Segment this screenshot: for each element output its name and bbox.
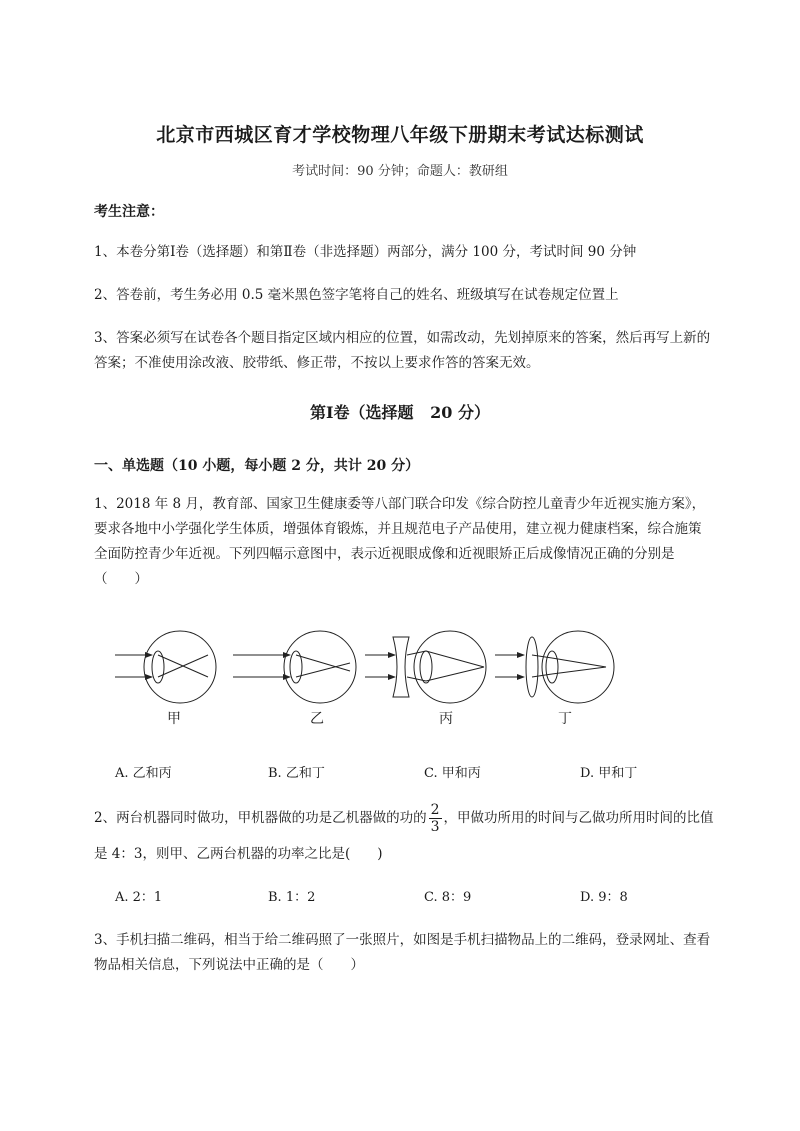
q2-fraction — [429, 802, 442, 835]
q2-option-d[interactable]: D. 9：8 — [580, 890, 628, 905]
figure-label-ding: 丁 — [558, 711, 572, 727]
eye-diagram-jia — [115, 631, 216, 703]
q2-option-b[interactable]: B. 1：2 — [268, 890, 316, 905]
notice-item-1: 1、本卷分第Ⅰ卷（选择题）和第Ⅱ卷（非选择题）两部分，满分 100 分，考试时间 90 分钟 — [94, 244, 637, 260]
q2-fraction-denominator: 3 — [430, 819, 440, 835]
q2-text-before: 2、两台机器同时做功，甲机器做的功是乙机器做的功的 — [94, 810, 427, 826]
eye-diagram-ding — [495, 631, 614, 703]
question-1-text: 1、2018 年 8 月，教育部、国家卫生健康委等八部门联合印发《综合防控儿童青少年近视实施方案》，要求各地中小学强化学生体质，增强体育锻炼，并且规范电子产品使用，建立视力健康档案，综合施策全面防控青少年近视。下列四幅示意图中，表示近视眼成像和近视眼矫正后成像情况正确的分别是（ ） — [94, 496, 706, 587]
q2-option-a[interactable]: A. 2：1 — [115, 890, 163, 905]
q1-option-a[interactable]: A. 乙和丙 — [115, 766, 172, 781]
q1-option-d[interactable]: D. 甲和丁 — [580, 766, 638, 781]
q1-option-b[interactable]: B. 乙和丁 — [268, 766, 325, 781]
notice-item-2: 2、答卷前，考生务必用 0.5 毫米黑色签字笔将自己的姓名、班级填写在试卷规定位置上 — [94, 287, 619, 303]
question-3-text: 3、手机扫描二维码，相当于给二维码照了一张照片，如图是手机扫描物品上的二维码，登录网址、查看物品相关信息，下列说法中正确的是（ ） — [94, 932, 711, 973]
figure-label-jia: 甲 — [167, 711, 181, 727]
q2-text-after: ，甲做功所用的时间与乙做功所用时间的比值是 4：3，则甲、乙两台机器的功率之比是( ) — [94, 810, 714, 862]
exam-subtitle: 考试时间：90 分钟；命题人：教研组 — [292, 164, 508, 179]
eye-diagram-yi — [233, 631, 356, 703]
q1-option-c[interactable]: C. 甲和丙 — [424, 766, 481, 781]
figure-label-yi: 乙 — [310, 711, 324, 727]
q2-fraction-numerator: 2 — [430, 802, 440, 818]
figure-label-bing: 丙 — [439, 711, 453, 727]
eye-diagram-bing — [365, 631, 486, 703]
exam-title: 北京市西城区育才学校物理八年级下册期末考试达标测试 — [156, 124, 644, 146]
question-2-text — [94, 800, 714, 872]
q2-option-c[interactable]: C. 8：9 — [424, 890, 472, 905]
section-title: 第Ⅰ卷（选择题 20 分） — [309, 403, 491, 422]
notice-heading: 考生注意： — [94, 204, 164, 220]
eye-diagrams-figure — [100, 625, 620, 715]
notice-item-3: 3、答案必须写在试卷各个题目指定区域内相应的位置，如需改动，先划掉原来的答案，然后再写上新的答案；不准使用涂改液、胶带纸、修正带，不按以上要求作答的答案无效。 — [94, 330, 711, 371]
part-heading: 一、单选题（10 小题，每小题 2 分，共计 20 分） — [94, 458, 420, 474]
